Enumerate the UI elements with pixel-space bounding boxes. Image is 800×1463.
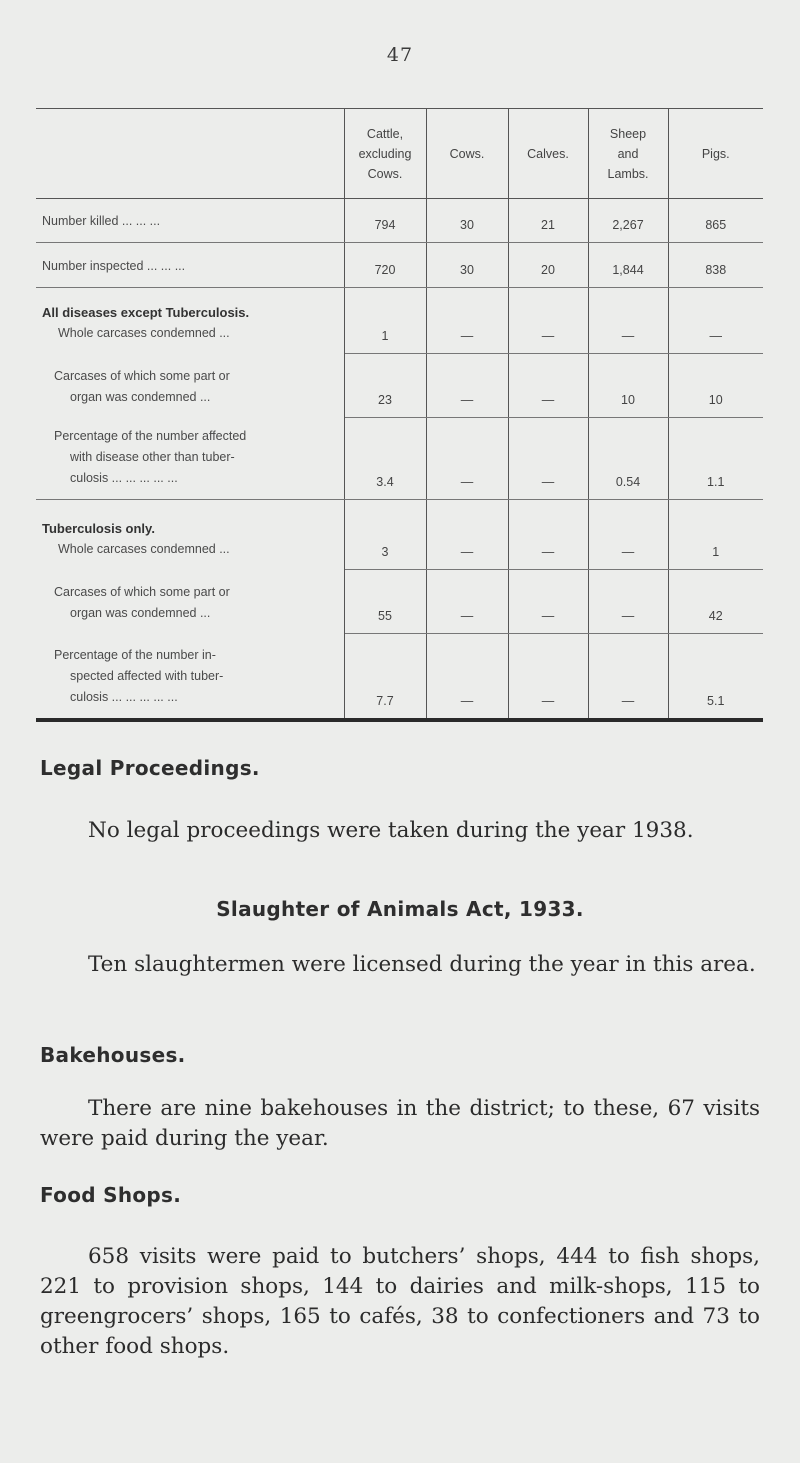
table-cell: 23 bbox=[344, 354, 426, 418]
heading-slaughter-of-animals-act: Slaughter of Animals Act, 1933. bbox=[216, 897, 584, 921]
table-cell: — bbox=[668, 288, 763, 354]
table-cell: — bbox=[426, 570, 508, 634]
row-label: Percentage of the number in- spected affected with tuber- culosis ... ... ... ... ... bbox=[36, 634, 344, 720]
column-header-cattle: Cattle, excluding Cows. bbox=[344, 109, 426, 199]
table-cell: — bbox=[588, 500, 668, 570]
table-cell: 1,844 bbox=[588, 243, 668, 288]
table-cell: 838 bbox=[668, 243, 763, 288]
stub-header bbox=[36, 109, 344, 199]
table-row bbox=[36, 500, 763, 570]
table-cell: 55 bbox=[344, 570, 426, 634]
table-cell: 21 bbox=[508, 199, 588, 243]
paragraph-slaughter-of-animals-act: Ten slaughtermen were licensed during the year in this area. bbox=[88, 952, 756, 977]
table-row bbox=[36, 288, 763, 354]
table-cell: 20 bbox=[508, 243, 588, 288]
heading-bakehouses: Bakehouses. bbox=[40, 1043, 186, 1067]
table-cell: 30 bbox=[426, 199, 508, 243]
table-row bbox=[36, 243, 763, 288]
table-cell: 1 bbox=[668, 500, 763, 570]
table-row bbox=[36, 418, 763, 500]
table-cell: — bbox=[426, 500, 508, 570]
row-label: Tuberculosis only. Whole carcases condemned ... bbox=[36, 500, 344, 570]
table-cell: 2,267 bbox=[588, 199, 668, 243]
table-cell: — bbox=[508, 418, 588, 500]
column-header-sheep: Sheep and Lambs. bbox=[588, 109, 668, 199]
paragraph-food-shops: 658 visits were paid to butchers’ shops, 444 to fish shops, 221 to provision shops, 144 to dairies and milk-shops, 115 to greengrocers’ shops, 165 to cafés, 38 to confectioners and 73 to other food shops. bbox=[40, 1244, 760, 1359]
row-label: Carcases of which some part or organ was condemned ... bbox=[36, 354, 344, 418]
row-label: All diseases except Tuberculosis. Whole carcases condemned ... bbox=[36, 288, 344, 354]
table-row bbox=[36, 570, 763, 634]
table-cell: 42 bbox=[668, 570, 763, 634]
table-cell: 3.4 bbox=[344, 418, 426, 500]
table-cell: — bbox=[508, 288, 588, 354]
table-cell: — bbox=[588, 288, 668, 354]
table-cell: — bbox=[426, 354, 508, 418]
table-header-row bbox=[36, 109, 763, 199]
table-cell: 10 bbox=[588, 354, 668, 418]
table-cell: — bbox=[426, 288, 508, 354]
table-cell: 0.54 bbox=[588, 418, 668, 500]
column-header-pigs: Pigs. bbox=[668, 109, 763, 199]
table-cell: 5.1 bbox=[668, 634, 763, 720]
row-label: Carcases of which some part or organ was condemned ... bbox=[36, 570, 344, 634]
table-cell: 865 bbox=[668, 199, 763, 243]
table-cell: — bbox=[508, 354, 588, 418]
column-header-cows: Cows. bbox=[426, 109, 508, 199]
table-cell: — bbox=[508, 634, 588, 720]
table-cell: 7.7 bbox=[344, 634, 426, 720]
table-cell: — bbox=[508, 500, 588, 570]
table-cell: — bbox=[588, 570, 668, 634]
row-label: Number killed ... ... ... bbox=[36, 199, 344, 243]
table-cell: — bbox=[588, 634, 668, 720]
row-label: Percentage of the number affected with disease other than tuber- culosis ... ... ... ... ... bbox=[36, 418, 344, 500]
meat-inspection-table bbox=[36, 108, 763, 722]
table-cell: 3 bbox=[344, 500, 426, 570]
table-cell: 10 bbox=[668, 354, 763, 418]
table-cell: 1.1 bbox=[668, 418, 763, 500]
section-heading: Tuberculosis only. bbox=[42, 520, 155, 536]
table-cell: 794 bbox=[344, 199, 426, 243]
paragraph-legal-proceedings: No legal proceedings were taken during the year 1938. bbox=[88, 818, 694, 843]
heading-food-shops: Food Shops. bbox=[40, 1183, 182, 1207]
table-cell: 720 bbox=[344, 243, 426, 288]
section-heading: All diseases except Tuberculosis. bbox=[42, 304, 250, 320]
row-label: Number inspected ... ... ... bbox=[36, 243, 344, 288]
column-header-calves: Calves. bbox=[508, 109, 588, 199]
table-cell: — bbox=[426, 418, 508, 500]
table-cell: — bbox=[508, 570, 588, 634]
table-cell: — bbox=[426, 634, 508, 720]
paragraph-bakehouses: There are nine bakehouses in the district; to these, 67 visits were paid during the year. bbox=[40, 1096, 760, 1151]
page-number: 47 bbox=[386, 44, 414, 66]
table-cell: 30 bbox=[426, 243, 508, 288]
heading-legal-proceedings: Legal Proceedings. bbox=[40, 756, 260, 780]
table-row bbox=[36, 634, 763, 720]
table-row bbox=[36, 354, 763, 418]
table-row bbox=[36, 199, 763, 243]
table-cell: 1 bbox=[344, 288, 426, 354]
